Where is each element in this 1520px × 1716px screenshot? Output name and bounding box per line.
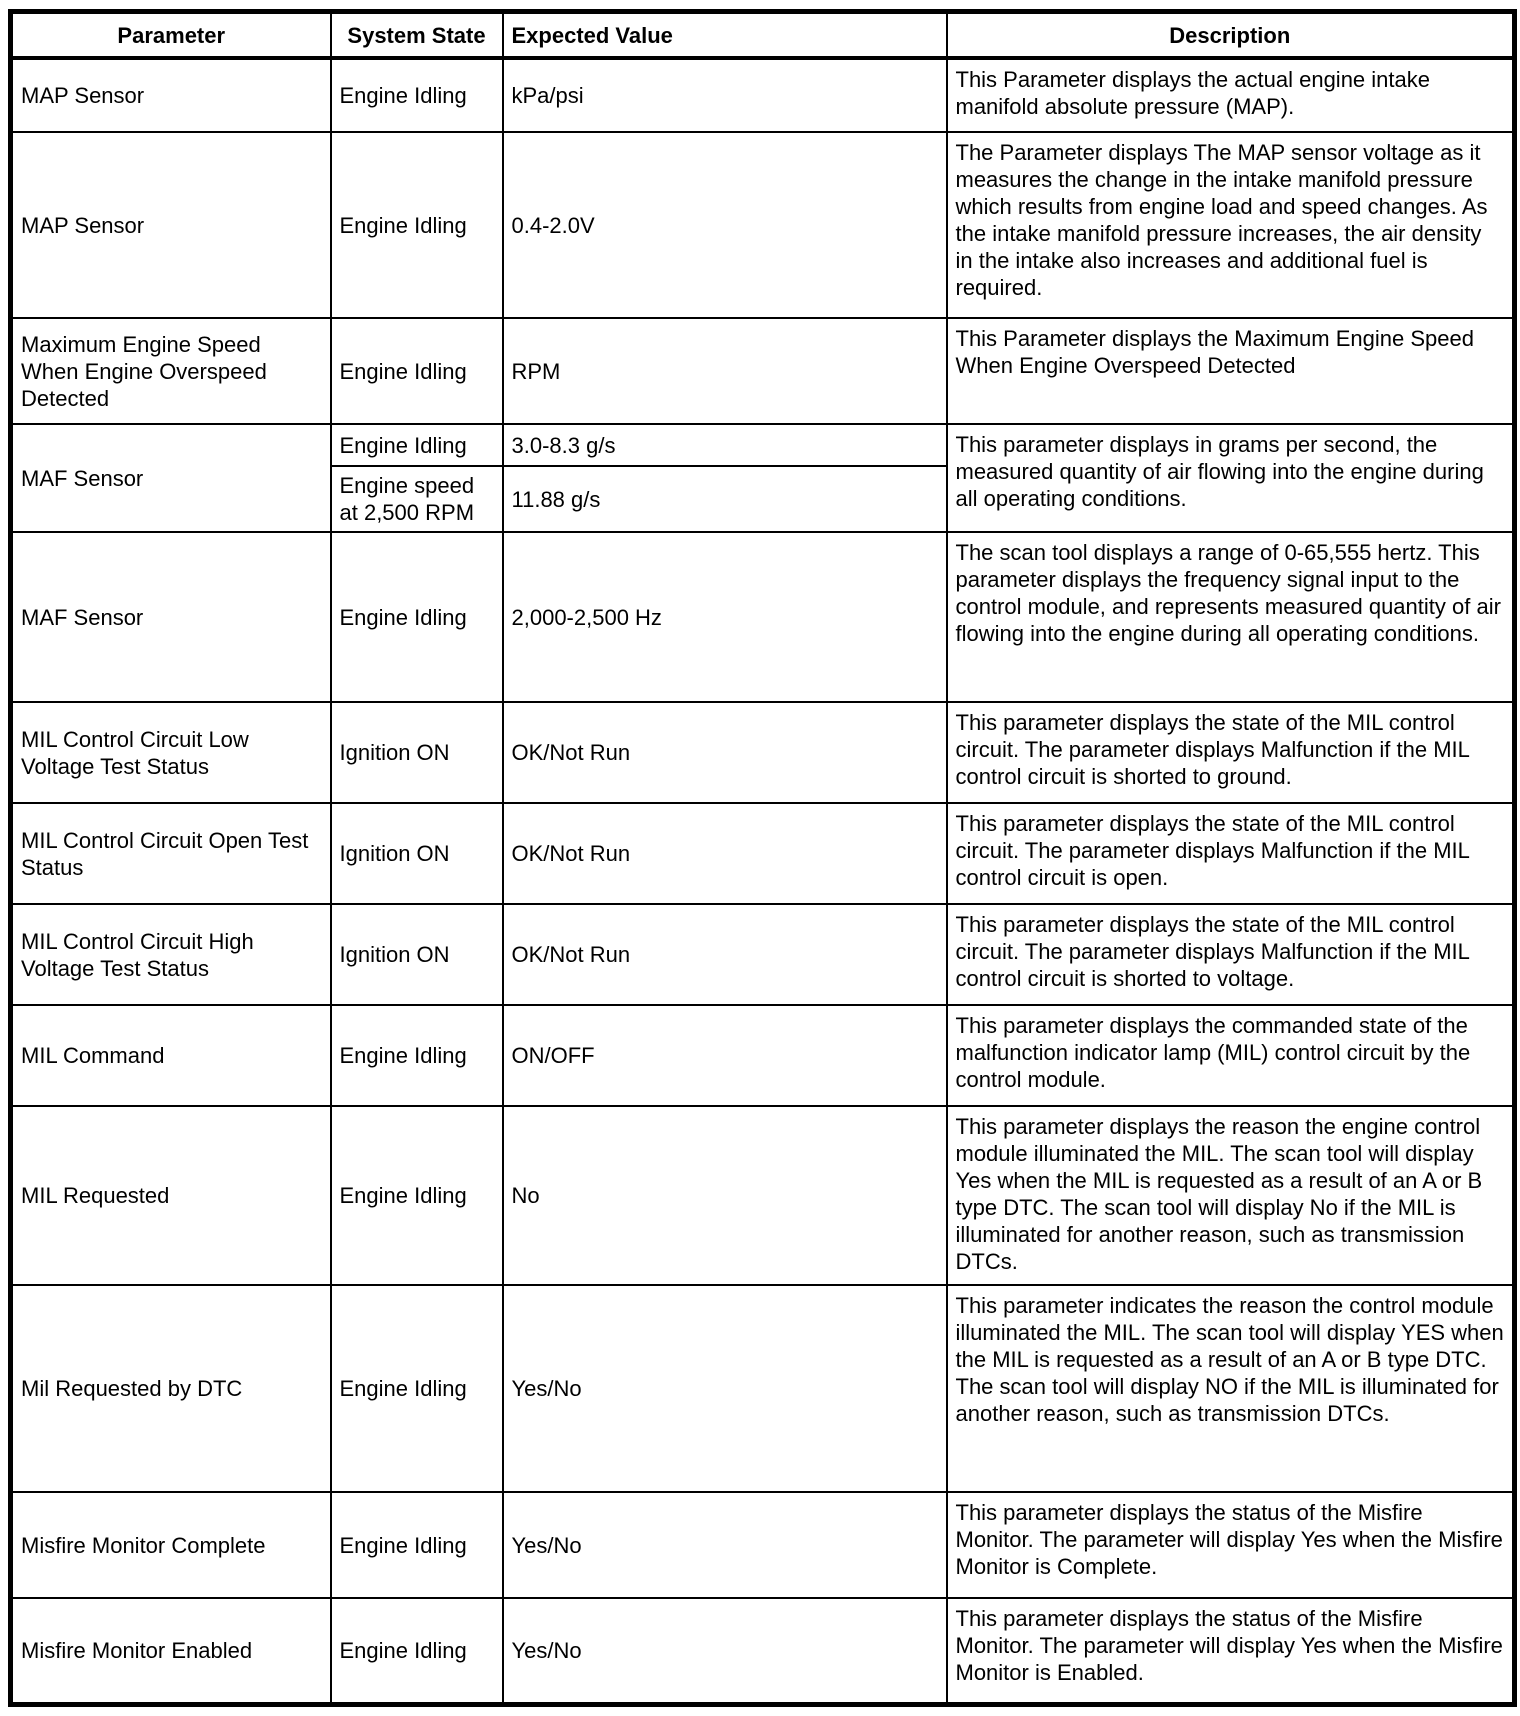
parameter-table xyxy=(8,9,1517,1707)
expected-value-cell: OK/Not Run xyxy=(503,702,947,803)
system-state-cell: Ignition ON xyxy=(331,904,503,1005)
description-cell: The scan tool displays a range of 0-65,555 hertz. This parameter displays the frequency signal input to the control module, and represents measured quantity of air flowing into the engine during all operating conditions. xyxy=(947,532,1515,702)
expected-value-cell: 11.88 g/s xyxy=(503,466,947,532)
table-row xyxy=(11,532,1515,702)
parameter-cell: MAF Sensor xyxy=(11,424,331,532)
system-state-cell: Engine Idling xyxy=(331,318,503,424)
description-cell: This parameter displays the commanded state of the malfunction indicator lamp (MIL) control circuit by the control module. xyxy=(947,1005,1515,1106)
expected-value-cell: Yes/No xyxy=(503,1598,947,1704)
expected-value-cell: kPa/psi xyxy=(503,58,947,132)
expected-value-cell: RPM xyxy=(503,318,947,424)
parameter-cell: Misfire Monitor Complete xyxy=(11,1492,331,1598)
table-row xyxy=(11,904,1515,1005)
description-cell: This parameter displays the state of the MIL control circuit. The parameter displays Malfunction if the MIL control circuit is shorted to ground. xyxy=(947,702,1515,803)
parameter-cell: MIL Control Circuit Low Voltage Test Status xyxy=(11,702,331,803)
expected-value-cell: Yes/No xyxy=(503,1285,947,1492)
table-row xyxy=(11,702,1515,803)
expected-value-cell: OK/Not Run xyxy=(503,904,947,1005)
system-state-cell: Engine Idling xyxy=(331,1005,503,1106)
table-header xyxy=(11,12,1515,59)
expected-value-cell: No xyxy=(503,1106,947,1285)
system-state-cell: Engine Idling xyxy=(331,424,503,466)
system-state-cell: Engine Idling xyxy=(331,132,503,318)
description-cell: This parameter displays the reason the engine control module illuminated the MIL. The scan tool will display Yes when the MIL is requested as a result of an A or B type DTC. The scan tool will display No if the MIL is illuminated for another reason, such as transmission DTCs. xyxy=(947,1106,1515,1285)
description-cell: This Parameter displays the Maximum Engine Speed When Engine Overspeed Detected xyxy=(947,318,1515,424)
table-row xyxy=(11,1005,1515,1106)
description-cell: This parameter displays the status of the Misfire Monitor. The parameter will display Yes when the Misfire Monitor is Complete. xyxy=(947,1492,1515,1598)
system-state-cell: Engine Idling xyxy=(331,1492,503,1598)
system-state-cell: Engine speed at 2,500 RPM xyxy=(331,466,503,532)
table-row xyxy=(11,1492,1515,1598)
table-row xyxy=(11,132,1515,318)
system-state-cell: Ignition ON xyxy=(331,803,503,904)
table-row xyxy=(11,1285,1515,1492)
parameter-cell: Misfire Monitor Enabled xyxy=(11,1598,331,1704)
expected-value-cell: OK/Not Run xyxy=(503,803,947,904)
table-row xyxy=(11,803,1515,904)
parameter-cell: MIL Requested xyxy=(11,1106,331,1285)
parameter-cell: MAP Sensor xyxy=(11,58,331,132)
table-row xyxy=(11,424,1515,466)
expected-value-cell: Yes/No xyxy=(503,1492,947,1598)
expected-value-cell: ON/OFF xyxy=(503,1005,947,1106)
description-cell: This parameter displays the state of the MIL control circuit. The parameter displays Malfunction if the MIL control circuit is shorted to voltage. xyxy=(947,904,1515,1005)
description-cell: This parameter displays in grams per second, the measured quantity of air flowing into the engine during all operating conditions. xyxy=(947,424,1515,532)
system-state-cell: Engine Idling xyxy=(331,1598,503,1704)
system-state-cell: Engine Idling xyxy=(331,1106,503,1285)
description-cell: This parameter indicates the reason the control module illuminated the MIL. The scan tool will display YES when the MIL is requested as a result of an A or B type DTC. The scan tool will display NO if the MIL is illuminated for another reason, such as transmission DTCs. xyxy=(947,1285,1515,1492)
header-parameter: Parameter xyxy=(11,12,331,59)
table-row xyxy=(11,1106,1515,1285)
description-cell: This parameter displays the state of the MIL control circuit. The parameter displays Malfunction if the MIL control circuit is open. xyxy=(947,803,1515,904)
parameter-cell: MAF Sensor xyxy=(11,532,331,702)
header-system-state: System State xyxy=(331,12,503,59)
description-cell: This Parameter displays the actual engine intake manifold absolute pressure (MAP). xyxy=(947,58,1515,132)
description-cell: This parameter displays the status of the Misfire Monitor. The parameter will display Yes when the Misfire Monitor is Enabled. xyxy=(947,1598,1515,1704)
system-state-cell: Engine Idling xyxy=(331,532,503,702)
parameter-cell: Maximum Engine Speed When Engine Overspeed Detected xyxy=(11,318,331,424)
table-row xyxy=(11,58,1515,132)
system-state-cell: Ignition ON xyxy=(331,702,503,803)
parameter-cell: MIL Control Circuit High Voltage Test Status xyxy=(11,904,331,1005)
parameter-cell: MIL Command xyxy=(11,1005,331,1106)
expected-value-cell: 2,000-2,500 Hz xyxy=(503,532,947,702)
parameter-cell: MIL Control Circuit Open Test Status xyxy=(11,803,331,904)
header-description: Description xyxy=(947,12,1515,59)
table-row xyxy=(11,318,1515,424)
header-expected-value: Expected Value xyxy=(503,12,947,59)
table-row xyxy=(11,1598,1515,1704)
description-cell: The Parameter displays The MAP sensor voltage as it measures the change in the intake manifold pressure which results from engine load and speed changes. As the intake manifold pressure increases, the air density in the intake also increases and additional fuel is required. xyxy=(947,132,1515,318)
system-state-cell: Engine Idling xyxy=(331,58,503,132)
expected-value-cell: 0.4-2.0V xyxy=(503,132,947,318)
system-state-cell: Engine Idling xyxy=(331,1285,503,1492)
table-body xyxy=(11,58,1515,1704)
parameter-cell: MAP Sensor xyxy=(11,132,331,318)
parameter-cell: Mil Requested by DTC xyxy=(11,1285,331,1492)
expected-value-cell: 3.0-8.3 g/s xyxy=(503,424,947,466)
header-row xyxy=(11,12,1515,59)
